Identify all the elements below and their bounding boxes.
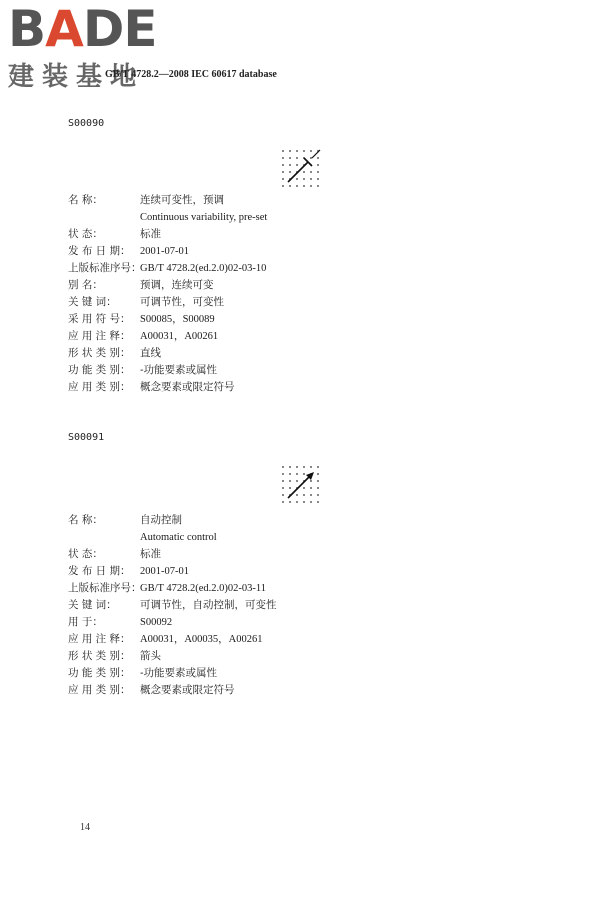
attribute-value: 概念要素或限定符号 xyxy=(140,684,235,696)
attribute-label: 别 名： xyxy=(68,279,103,291)
attribute-label: 功 能 类 别： xyxy=(68,364,131,376)
attribute-row xyxy=(68,614,277,631)
attribute-label: 状 态： xyxy=(68,228,103,240)
attribute-value: Continuous variability, pre-set xyxy=(140,212,268,223)
attribute-row xyxy=(68,192,267,209)
attribute-row xyxy=(68,546,277,563)
attribute-label xyxy=(68,529,140,546)
symbol-id: S00091 xyxy=(68,432,105,443)
attribute-label: 关 键 词： xyxy=(68,599,117,611)
attribute-label: 形 状 类 别： xyxy=(68,347,131,359)
attribute-row xyxy=(68,665,277,682)
attribute-label: 用 于： xyxy=(68,616,103,628)
attribute-value: 2001-07-01 xyxy=(140,246,189,257)
attribute-row xyxy=(68,294,267,311)
attribute-row xyxy=(68,529,277,546)
attribute-value: -功能要素或属性 xyxy=(140,667,218,679)
attribute-list xyxy=(68,512,277,699)
attribute-value: 箭头 xyxy=(140,650,161,662)
attribute-row xyxy=(68,209,267,226)
attribute-value: 标准 xyxy=(140,548,161,560)
attribute-value: -功能要素或属性 xyxy=(140,364,218,376)
attribute-label: 应 用 注 释： xyxy=(68,633,131,645)
attribute-value: Automatic control xyxy=(140,532,217,543)
attribute-value: S00092 xyxy=(140,617,173,628)
attribute-label: 采 用 符 号： xyxy=(68,313,131,325)
attribute-value: GB/T 4728.2(ed.2.0)02-03-11 xyxy=(140,583,266,594)
brand-logo-wordmark: BADE xyxy=(8,0,157,58)
attribute-value: 可调节性，可变性 xyxy=(140,296,224,308)
attribute-row xyxy=(68,226,267,243)
attribute-label: 功 能 类 别： xyxy=(68,667,131,679)
attribute-value: A00031，A00261 xyxy=(140,331,219,342)
attribute-value: A00031，A00035，A00261 xyxy=(140,634,263,645)
attribute-label: 形 状 类 别： xyxy=(68,650,131,662)
attribute-row xyxy=(68,379,267,396)
attribute-label: 上版标准序号： xyxy=(68,262,142,274)
attribute-value: 2001-07-01 xyxy=(140,566,189,577)
attribute-label: 名 称： xyxy=(68,194,103,206)
attribute-value: 预调，连续可变 xyxy=(140,279,214,291)
attribute-label: 名 称： xyxy=(68,514,103,526)
page-number: 14 xyxy=(80,822,90,833)
attribute-label: 上版标准序号： xyxy=(68,582,142,594)
attribute-row xyxy=(68,328,267,345)
attribute-row xyxy=(68,243,267,260)
attribute-value: 直线 xyxy=(140,347,161,359)
attribute-value: 可调节性，自动控制，可变性 xyxy=(140,599,277,611)
attribute-row xyxy=(68,311,267,328)
attribute-row xyxy=(68,362,267,379)
attribute-row xyxy=(68,277,267,294)
attribute-row xyxy=(68,580,277,597)
attribute-row xyxy=(68,648,277,665)
symbol-entry xyxy=(68,432,538,696)
attribute-label: 应 用 类 别： xyxy=(68,381,131,393)
attribute-label: 发 布 日 期： xyxy=(68,565,131,577)
attribute-label: 关 键 词： xyxy=(68,296,117,308)
attribute-value: 概念要素或限定符号 xyxy=(140,381,235,393)
attribute-row xyxy=(68,682,277,699)
attribute-row xyxy=(68,563,277,580)
attribute-row xyxy=(68,512,277,529)
attribute-label: 应 用 类 别： xyxy=(68,684,131,696)
symbol-automatic-control-icon xyxy=(280,464,322,510)
attribute-label xyxy=(68,209,140,226)
attribute-row xyxy=(68,631,277,648)
attribute-row xyxy=(68,345,267,362)
attribute-value: 自动控制 xyxy=(140,514,182,526)
attribute-value: GB/T 4728.2(ed.2.0)02-03-10 xyxy=(140,263,267,274)
attribute-label: 状 态： xyxy=(68,548,103,560)
attribute-row xyxy=(68,260,267,277)
attribute-label: 应 用 注 释： xyxy=(68,330,131,342)
attribute-label: 发 布 日 期： xyxy=(68,245,131,257)
brand-logo-subtitle: 建装基地 xyxy=(8,62,145,92)
attribute-value: S00085，S00089 xyxy=(140,314,215,325)
running-header: GB/T 4728.2—2008 IEC 60617 database xyxy=(105,69,277,80)
attribute-list xyxy=(68,192,267,396)
symbol-preset-icon xyxy=(280,148,322,194)
symbol-entry xyxy=(68,118,538,393)
attribute-value: 连续可变性，预调 xyxy=(140,194,224,206)
attribute-row xyxy=(68,597,277,614)
symbol-id: S00090 xyxy=(68,118,105,129)
attribute-value: 标准 xyxy=(140,228,161,240)
